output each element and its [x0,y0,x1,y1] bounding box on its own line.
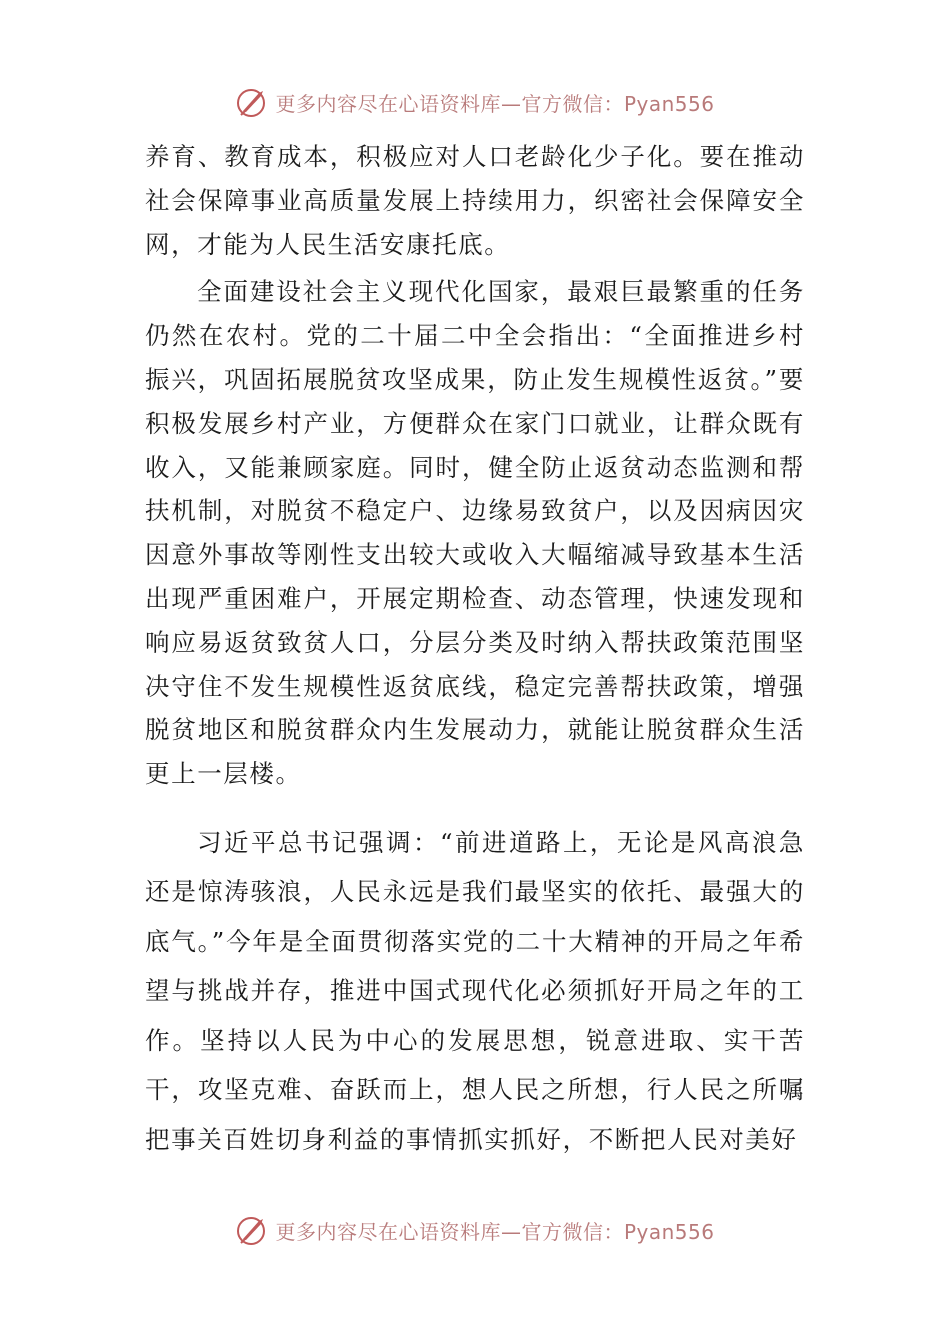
watermark-text: 更多内容尽在心语资料库—官方微信：Pyan556 [275,1219,715,1244]
paragraph-rural-revitalization: 全面建设社会主义现代化国家，最艰巨最繁重的任务仍然在农村。党的二十届二中全会指出：“全面推进乡村振兴，巩固拓展脱贫攻坚成果，防止发生规模性返贫。”要积极发展乡村产业，方便群众在家门口就业，让群众既有收入，又能兼顾家庭。同时，健全防止返贫动态监测和帮扶机制，对脱贫不稳定户、边缘易致贫户，以及因病因灾因意外事故等刚性支出较大或收入大幅缩减导致基本生活出现严重困难户，开展定期检查、动态管理，快速发现和响应易返贫致贫人口，分层分类及时纳入帮扶政策范围坚决守住不发生规模性返贫底线，稳定完善帮扶政策，增强脱贫地区和脱贫群众内生发展动力，就能让脱贫群众生活更上一层楼。 [145,277,805,789]
quill-logo-icon [235,85,269,119]
footer-watermark-banner [0,1210,950,1250]
watermark-text: 更多内容尽在心语资料库—官方微信：Pyan556 [275,91,715,116]
paragraph-people-foundation: 习近平总书记强调：“前进道路上，无论是风高浪急还是惊涛骇浪，人民永远是我们最坚实的依托、最强大的底气。”今年是全面贯彻落实党的二十大精神的开局之年希望与挑战并存，推进中国式现代化必须抓好开局之年的工作。坚持以人民为中心的发展思想，锐意进取、实干苦干，攻坚克难、奋跃而上，想人民之所想，行人民之所嘱把事关百姓切身利益的事情抓实抓好，不断把人民对美好 [145,827,805,1154]
document-body [145,135,805,1164]
header-watermark-banner [0,82,950,122]
paragraph-continuation: 养育、教育成本，积极应对人口老龄化少子化。要在推动社会保障事业高质量发展上持续用力，织密社会保障安全网，才能为人民生活安康托底。 [145,142,805,259]
quill-logo-icon [235,1213,269,1247]
